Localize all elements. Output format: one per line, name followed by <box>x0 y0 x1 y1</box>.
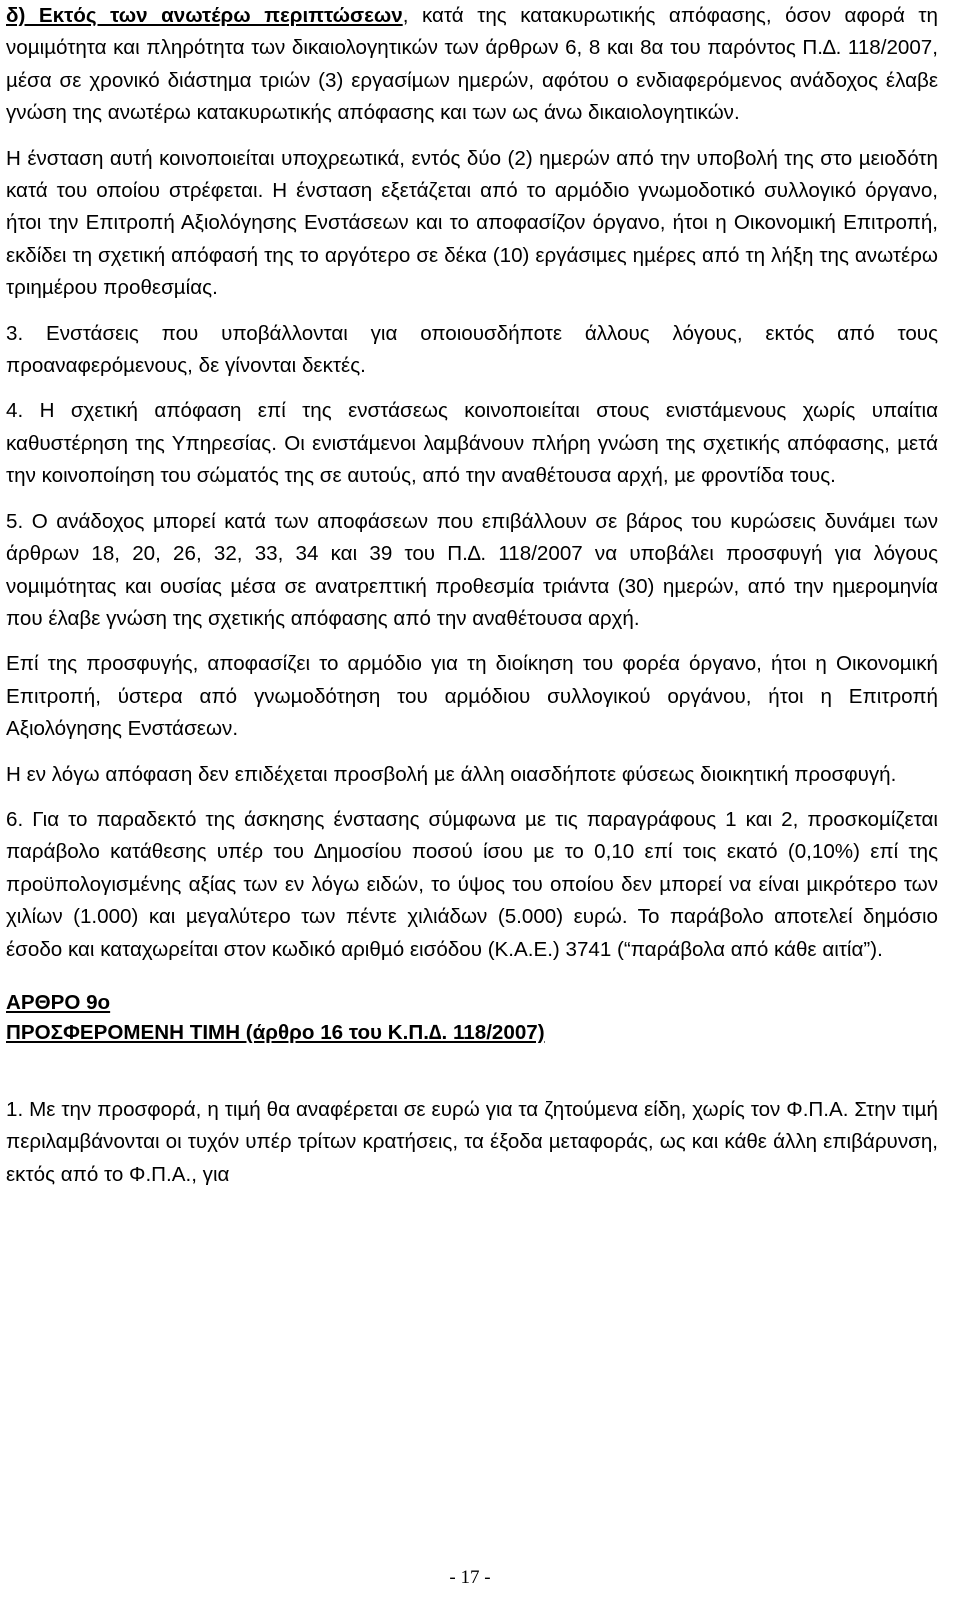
page-number: - 17 - <box>449 1567 491 1588</box>
paragraph-no-further-appeal: Η εν λόγω απόφαση δεν επιδέχεται προσβολή µε άλλη οιασδήποτε φύσεως διοικητική προσφυγή. <box>6 762 897 786</box>
paragraph-5: 5. Ο ανάδοχος µπορεί κατά των αποφάσεων που επιβάλλουν σε βάρος του κυρώσεις δυνάµει των άρθρων 18, 20, 26, 32, 33, 34 και 39 του Π.∆. 118/2007 να υποβάλει προσφυγή για λόγους νοµιµότητας και ουσίας µέσα σε ανατρεπτική προθεσµία τριάντα (30) ηµερών, από την ηµεροµηνία που έλαβε γνώση της σχετικής απόφασης από την αναθέτουσα αρχή. <box>6 509 938 630</box>
paragraph-appeal-decision: Επί της προσφυγής, αποφασίζει το αρµόδιο για τη διοίκηση του φορέα όργανο, ήτοι η Οικονοµική Επιτροπή, ύστερα από γνωµοδότηση του αρµόδιου συλλογικού οργάνου, ήτοι η Επιτροπή Αξιολόγησης Ενστάσεων. <box>6 652 938 741</box>
paragraph-6: 6. Για το παραδεκτό της άσκησης ένστασης σύµφωνα µε τις παραγράφους 1 και 2, προσκοµίζεται παράβολο κατάθεσης υπέρ του ∆ηµοσίου ποσού ίσου µε το 0,10 επί τοις εκατό (0,10%) επί της προϋπολογισµένης αξίας των εν λόγω ειδών, το ύψος του οποίου δεν µπορεί να είναι µικρότερο των χιλίων (1.000) και µεγαλύτερο των πέντε χιλιάδων (5.000) ευρώ. Το παράβολο αποτελεί δηµόσιο έσοδο και καταχωρείται στον κωδικό αριθµό εισόδου (Κ.Α.Ε.) 3741 (“παράβολα από κάθε αιτία”). <box>6 807 938 961</box>
document-page <box>6 0 938 1191</box>
paragraph-objection-notification: Η ένσταση αυτή κοινοποιείται υποχρεωτικά, εντός δύο (2) ηµερών από την υποβολή της στο µειοδότη κατά του οποίου στρέφεται. Η ένσταση εξετάζεται από το αρµόδιο γνωµοδοτικό συλλογικό όργανο, ήτοι την Επιτροπή Αξιολόγησης Ενστάσεων και το αποφασίζον όργανο, ήτοι η Οικονοµική Επιτροπή, εκδίδει τη σχετική απόφασή της το αργότερο σε δέκα (10) εργάσιµες ηµέρες από τη λήξη της ανωτέρω τριηµέρου προθεσµίας. <box>6 146 938 300</box>
paragraph-text: , κατά της κατακυρωτικής απόφασης, όσον αφορά τη νοµιµότητα και πληρότητα των δικαιολογητικών των άρθρων 6, 8 και 8α του παρόντος Π.∆. 118/2007, µέσα σε χρονικό διάστηµα τριών (3) εργασίµων ηµερών, αφότου ο ενδιαφερόµενος ανάδοχος έλαβε γνώση της ανωτέρω κατακυρωτικής απόφασης και των ως άνω δικαιολογητικών. <box>6 4 938 125</box>
paragraph-objection-d <box>6 0 938 130</box>
paragraph-3: 3. Ενστάσεις που υποβάλλονται για οποιουσδήποτε άλλους λόγους, εκτός από τους προαναφερόµενους, δε γίνονται δεκτές. <box>6 321 938 378</box>
article-number-heading: ΑΡΘΡΟ 9ο <box>6 990 111 1014</box>
article-title-heading: ΠΡΟΣΦΕΡΟΜΕΝΗ ΤΙΜΗ (άρθρο 16 του Κ.Π.∆. 118/2007) <box>6 1020 545 1044</box>
paragraph-price-1: 1. Με την προσφορά, η τιµή θα αναφέρεται σε ευρώ για τα ζητούµενα είδη, χωρίς τον Φ.Π.Α. Στην τιµή περιλαµβάνονται οι τυχόν υπέρ τρίτων κρατήσεις, τα έξοδα µεταφοράς, ως και κάθε άλλη επιβάρυνση, εκτός από το Φ.Π.Α., για <box>6 1097 938 1186</box>
paragraph-lead-underlined: δ) Εκτός των ανωτέρω περιπτώσεων <box>6 4 403 27</box>
paragraph-4: 4. Η σχετική απόφαση επί της ενστάσεως κοινοποιείται στους ενιστάµενους χωρίς υπαίτια καθυστέρηση της Υπηρεσίας. Οι ενιστάµενοι λαµβάνουν πλήρη γνώση της σχετικής απόφασης, µετά την κοινοποίηση του σώµατός της σε αυτούς, από την αναθέτουσα αρχή, µε φροντίδα τους. <box>6 399 938 488</box>
